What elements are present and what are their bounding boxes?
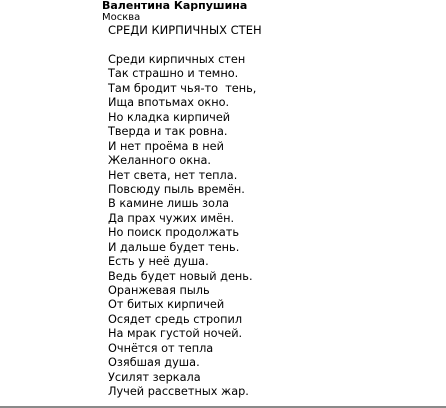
poem-line: Ища впотьмах окно. [108,96,230,110]
poem-line: Желанного окна. [108,154,212,168]
poem-line: Озябшая душа. [108,356,200,370]
poem-line: В камине лишь зола [108,197,230,211]
poem-line: Повсюду пыль времён. [108,182,245,196]
poem-line: Так страшно и темно. [108,67,239,81]
poem-line: Тверда и так ровна. [108,125,228,139]
poem-line: На мрак густой ночей. [108,327,243,341]
poem-line: Да прах чужих имён. [108,211,235,225]
poem-line: От битых кирпичей [108,298,225,312]
poem-line: Среди кирпичных стен [108,53,246,66]
poem-line: Усилят зеркала [108,370,201,384]
author-name: Валентина Карпушина [102,0,248,12]
poem-line: Оранжевая пыль [108,284,210,297]
poem-line: Ведь будет новый день. [108,269,253,283]
poem-body [108,53,256,400]
poem-line: Там бродит чья-то тень, [108,81,257,95]
poem-line: Но поиск продолжать [108,226,240,240]
poem-line: И дальше будет тень. [108,240,240,254]
poem-line: Лучей рассветных жар. [108,385,249,399]
poem-line: И нет проёма в ней [108,139,224,153]
poem-title: СРЕДИ КИРПИЧНЫХ СТЕН [108,23,262,37]
poem-line: Есть у неё душа. [108,255,209,269]
poem-line: Нет света, нет тепла. [108,168,238,182]
poem-line: Осядет средь стропил [108,312,243,326]
poem-line: Но кладка кирпичей [108,110,231,124]
poem-line: Очнётся от тепла [108,341,214,355]
author-city: Москва [102,12,141,23]
